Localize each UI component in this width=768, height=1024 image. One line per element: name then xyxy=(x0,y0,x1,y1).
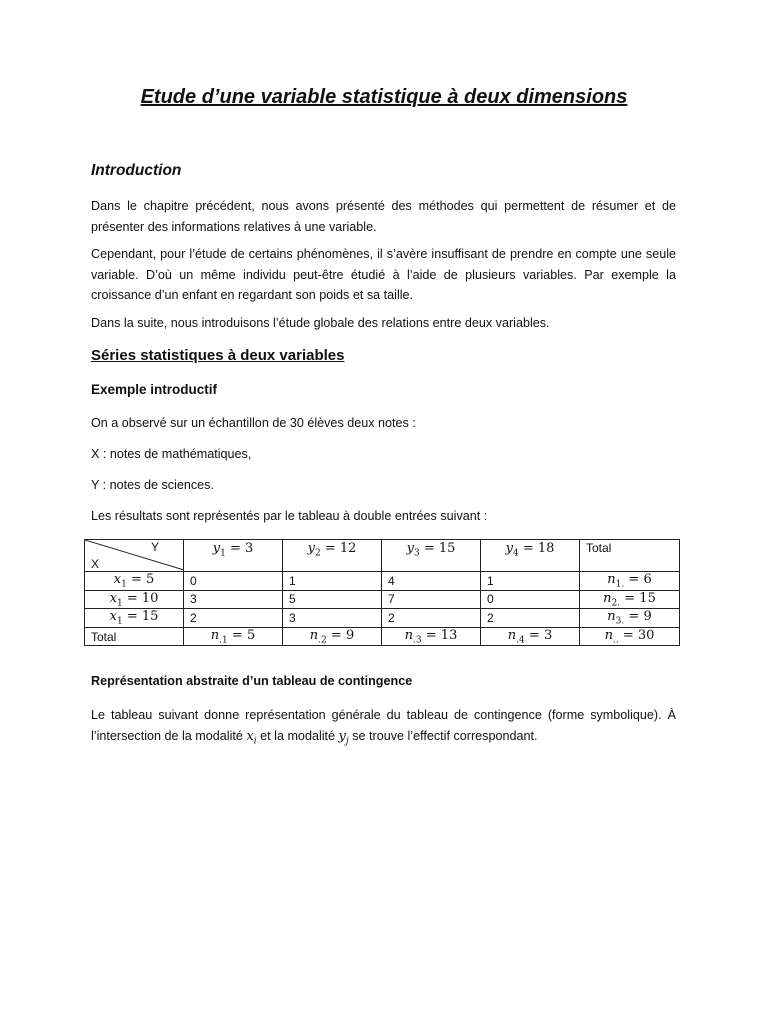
row-header-x: $x_1 = 10$ xyxy=(85,590,184,609)
column-total: $n_{.1} = 5$ xyxy=(184,627,283,646)
table-row xyxy=(85,572,680,591)
yj-symbol: $y_j$ xyxy=(338,728,349,747)
example-heading: Exemple introductif xyxy=(91,382,218,397)
intro-paragraph-1: Dans le chapitre précédent, nous avons présenté des méthodes qui permettent de résumer et de présenter des informations relatives à une variable. xyxy=(91,199,676,234)
table-cell: 3 xyxy=(184,590,283,609)
row-header-x: $x_1 = 15$ xyxy=(85,609,184,628)
corner-y-label: Y xyxy=(150,540,159,554)
column-header-total: Total xyxy=(580,540,680,572)
table-cell: 0 xyxy=(481,590,580,609)
intro-paragraph-3: Dans la suite, nous introduisons l’étude globale des relations entre deux variables. xyxy=(91,316,550,330)
table-cell: 7 xyxy=(382,590,481,609)
row-total: $n_{2.} = 15$ xyxy=(580,590,680,609)
column-header-y1: $y_1 = 3$ xyxy=(184,540,283,572)
table-cell: 4 xyxy=(382,572,481,591)
diagonal-divider xyxy=(85,540,184,570)
column-header-y4: $y_4 = 18$ xyxy=(481,540,580,572)
table-cell: 2 xyxy=(481,609,580,628)
table-cell: 3 xyxy=(283,609,382,628)
contingency-table xyxy=(84,539,680,646)
total-row-label: Total xyxy=(85,627,184,646)
column-header-y3: $y_3 = 15$ xyxy=(382,540,481,572)
table-cell: 2 xyxy=(382,609,481,628)
table-total-row xyxy=(85,627,680,646)
table-row xyxy=(85,609,680,628)
column-total: $n_{.3} = 13$ xyxy=(382,627,481,646)
variable-x-description: X : notes de mathématiques, xyxy=(91,447,252,461)
abstract-heading: Représentation abstraite d’un tableau de contingence xyxy=(91,674,413,688)
introduction-heading: Introduction xyxy=(91,162,182,179)
column-header-y2: $y_2 = 12$ xyxy=(283,540,382,572)
table-cell: 2 xyxy=(184,609,283,628)
intro-paragraph-2: Cependant, pour l’étude de certains phénomènes, il s’avère insuffisant de prendre en compte une seule variable. D’où un même individu peut-être étudié à l’aide de plusieurs variables. Par exemple la croissance d’un enfant en regardant son poids et sa taille. xyxy=(91,247,676,302)
grand-total: $n_{..} = 30$ xyxy=(580,627,680,646)
table-header-row xyxy=(85,540,680,572)
table-cell: 1 xyxy=(481,572,580,591)
table-cell: 5 xyxy=(283,590,382,609)
column-total: $n_{.4} = 3$ xyxy=(481,627,580,646)
table-cell: 1 xyxy=(283,572,382,591)
table-cell: 0 xyxy=(184,572,283,591)
row-total: $n_{3.} = 9$ xyxy=(580,609,680,628)
corner-cell xyxy=(85,540,184,572)
corner-x-label: X xyxy=(91,557,100,571)
xi-symbol: $x_i$ xyxy=(246,728,257,747)
row-total: $n_{1.} = 6$ xyxy=(580,572,680,591)
row-header-x: $x_1 = 5$ xyxy=(85,572,184,591)
table-intro-text: Les résultats sont représentés par le tableau à double entrées suivant : xyxy=(91,509,488,523)
abstract-paragraph: Le tableau suivant donne représentation générale du tableau de contingence (forme symbolique). À l’intersection de la modalité $x_i$ et la modalité $y_j$ se trouve l’effectif correspondant. xyxy=(91,708,676,747)
sample-description: On a observé sur un échantillon de 30 élèves deux notes : xyxy=(91,416,416,430)
column-total: $n_{.2} = 9$ xyxy=(283,627,382,646)
page-title: Etude d’une variable statistique à deux dimensions xyxy=(140,86,628,108)
variable-y-description: Y : notes de sciences. xyxy=(91,478,214,492)
series-heading: Séries statistiques à deux variables xyxy=(91,347,345,364)
table-row xyxy=(85,590,680,609)
